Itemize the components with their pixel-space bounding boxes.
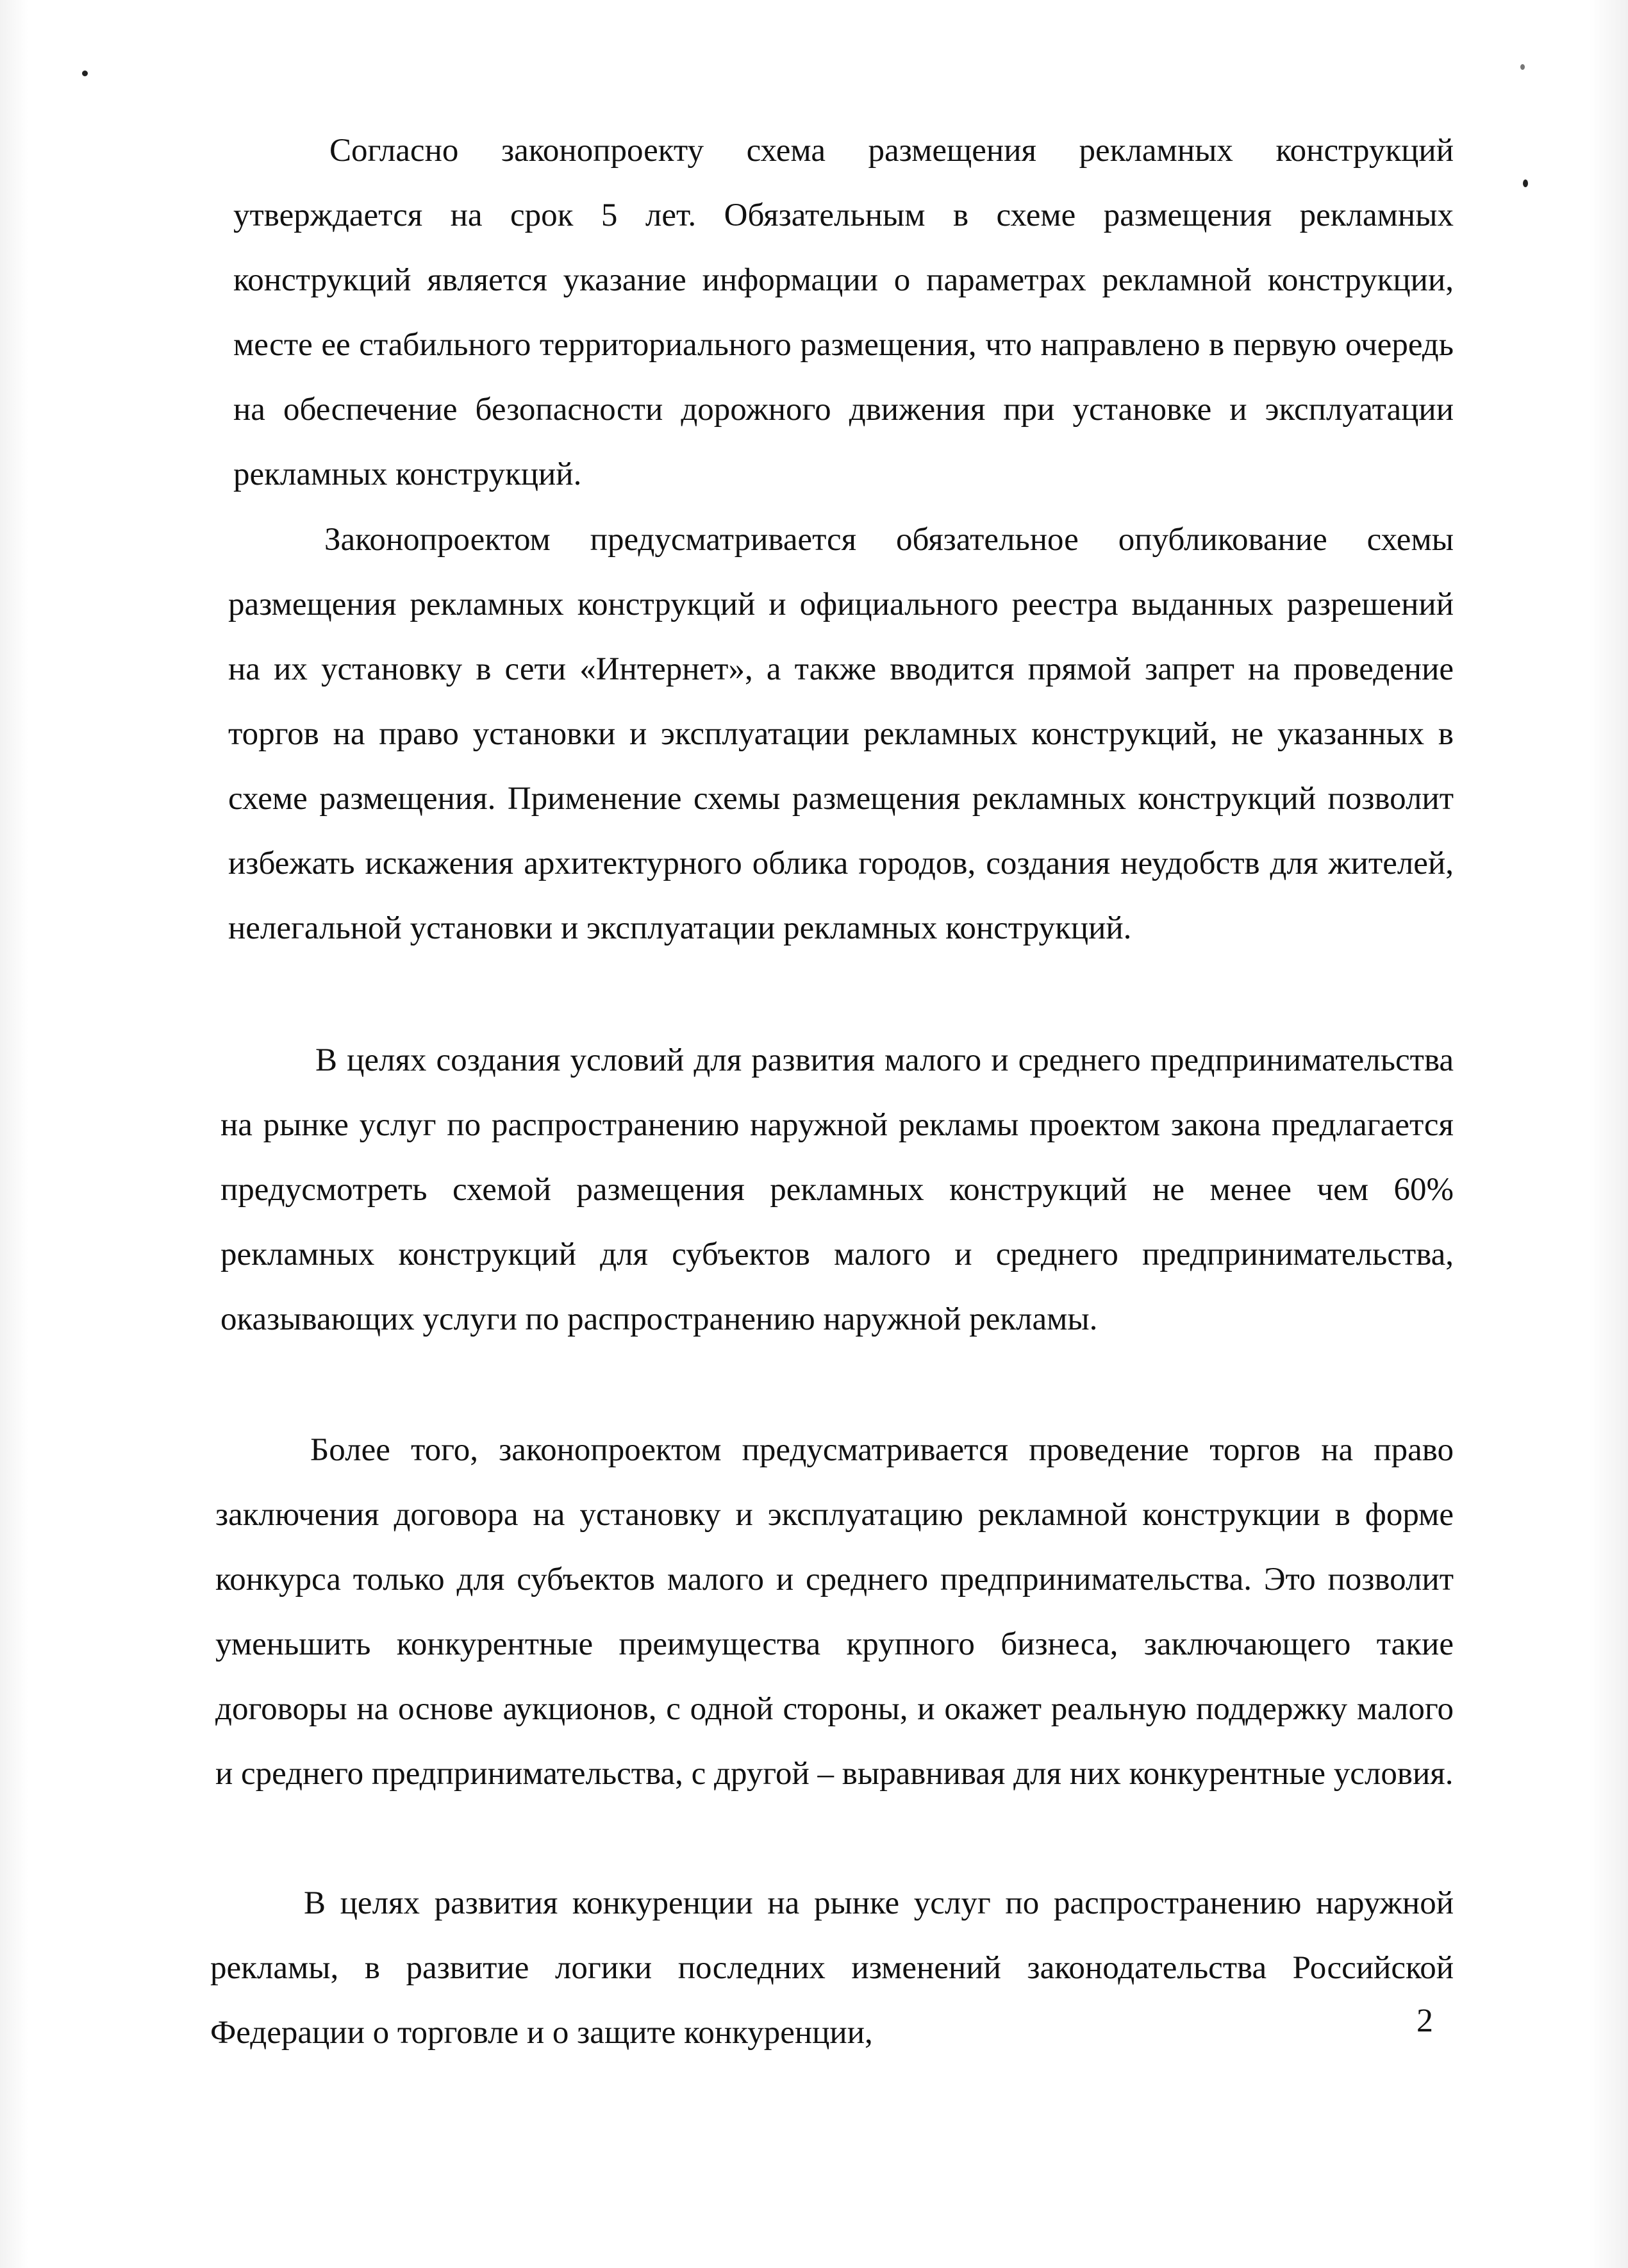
paragraph-1: Согласно законопроекту схема размещения рекламных конструкций утверждается на срок 5 лет. Обязательным в схеме размещения рекламных конструкций является указание информации о параметрах рекламной конструкции, месте ее стабильного территориального размещения, что направлено в первую очередь на обеспечение безопасности дорожного движения при установке и эксплуатации рекламных конструкций. (233, 133, 1454, 492)
scan-edge-left (0, 0, 28, 2268)
scan-edge-right (1590, 0, 1628, 2268)
paragraph-3: В целях создания условий для развития малого и среднего предпринимательства на рынке услуг по распространению наружной рекламы проектом закона предлагается предусмотреть схемой размещения рекламных конструкций не менее чем 60% рекламных конструкций для субъектов малого и среднего предпринимательства, оказывающих услуги по распространению наружной рекламы. (220, 1042, 1454, 1337)
scan-speck (82, 71, 88, 76)
page-number: 2 (1416, 2003, 1433, 2039)
paragraph-5: В целях развития конкуренции на рынке услуг по распространению наружной рекламы, в развитие логики последних изменений законодательства Российской Федерации о торговле и о защите конкуренции, (210, 1885, 1454, 2051)
scan-speck (1523, 179, 1528, 187)
paragraph-4: Более того, законопроектом предусматривается проведение торгов на право заключения договора на установку и эксплуатацию рекламной конструкции в форме конкурса только для субъектов малого и среднего предпринимательства. Это позволит уменьшить конкурентные преимущества крупного бизнеса, заключающего такие договоры на основе аукционов, с одной стороны, и окажет реальную поддержку малого и среднего предпринимательства, с другой – выравнивая для них конкурентные условия. (215, 1432, 1454, 1792)
paragraph-2: Законопроектом предусматривается обязательное опубликование схемы размещения рекламных конструкций и официального реестра выданных разрешений на их установку в сети «Интернет», а также вводится прямой запрет на проведение торгов на право установки и эксплуатации рекламных конструкций, не указанных в схеме размещения. Применение схемы размещения рекламных конструкций позволит избежать искажения архитектурного облика городов, создания неудобств для жителей, нелегальной установки и эксплуатации рекламных конструкций. (228, 522, 1454, 946)
scan-speck (1520, 64, 1525, 70)
